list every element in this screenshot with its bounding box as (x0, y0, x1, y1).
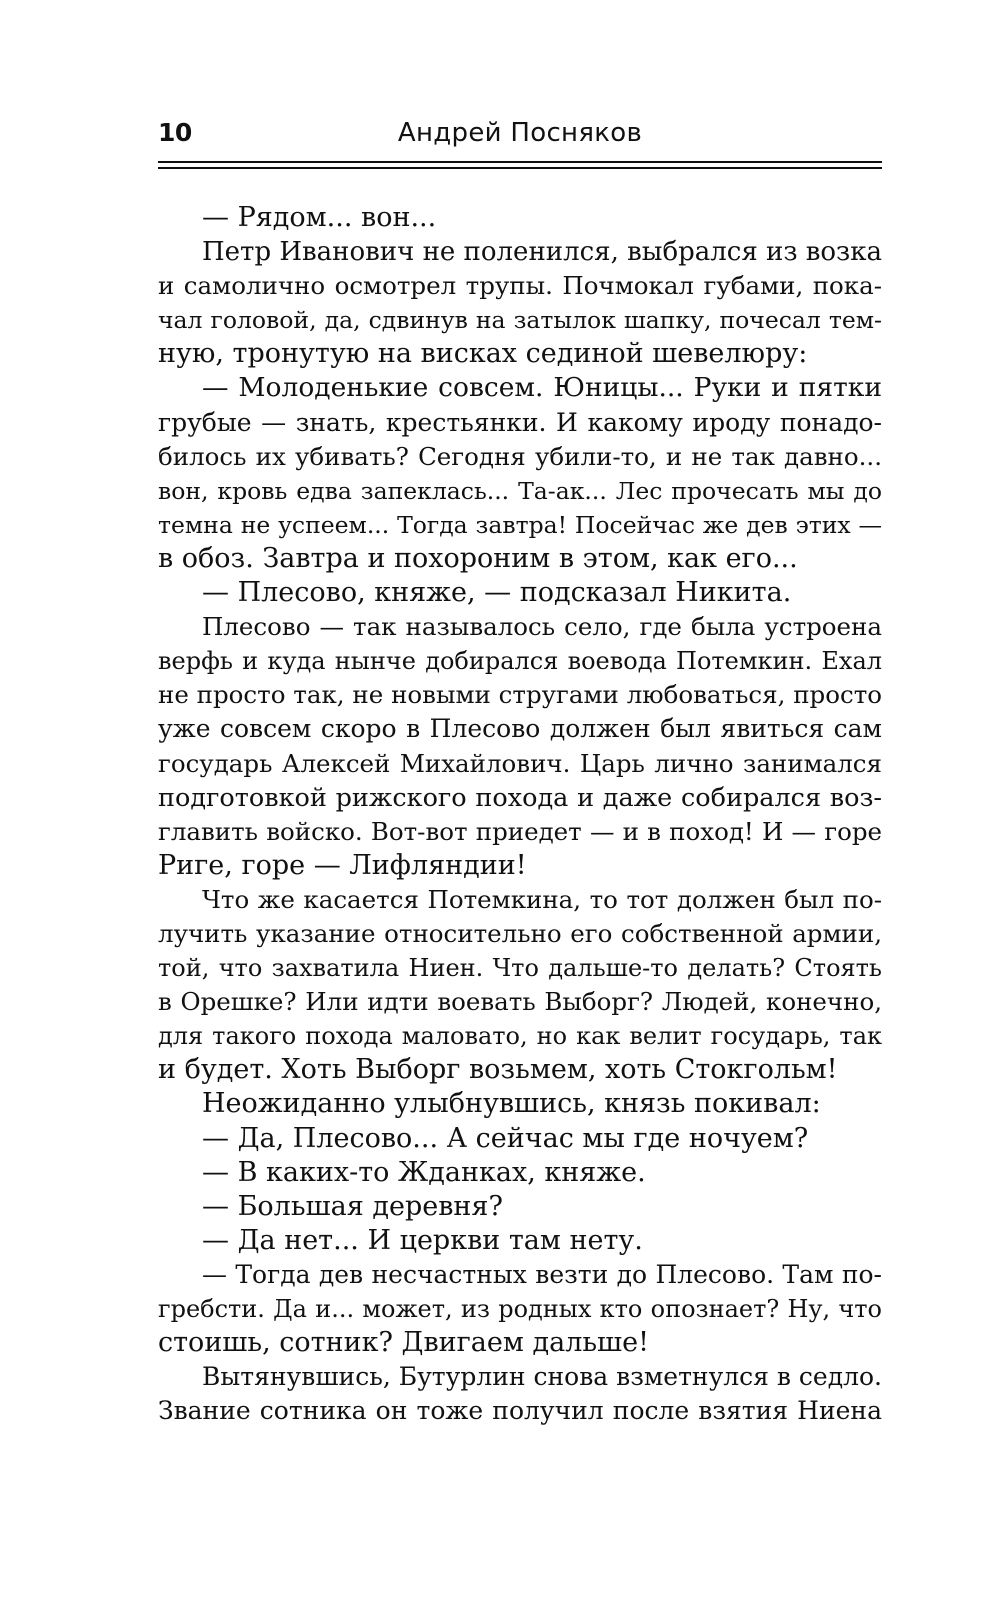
text-line: той, что захватила Ниен. Что дальше-то делать? Стоять (158, 954, 882, 983)
text-line: — Плесово, княже, — подсказал Никита. (202, 577, 792, 609)
text-line: лучить указание относительно его собственной армии, (158, 918, 882, 948)
text-line: чал головой, да, сдвинув на затылок шапку, почесал тем- (158, 306, 882, 335)
text-line: для такого похода маловато, но как велит государь, так (158, 1022, 882, 1051)
text-line: темна не успеем... Тогда завтра! Посейчас же дев этих — (158, 510, 882, 539)
text-line: уже совсем скоро в Плесово должен был явиться сам (158, 714, 882, 744)
text-line: стоишь, сотник? Двигаем дальше! (158, 1327, 649, 1359)
text-line: государь Алексей Михайлович. Царь лично занимался (158, 748, 882, 778)
text-line: — Большая деревня? (202, 1190, 503, 1222)
text-line: и самолично осмотрел трупы. Почмокал губами, пока- (158, 271, 882, 301)
header-rule-bottom (158, 167, 882, 169)
text-line: — Рядом... вон... (202, 202, 437, 233)
text-line: Звание сотника он тоже получил после взятия Ниена (158, 1396, 882, 1426)
text-line: Неожиданно улыбнувшись, князь покивал: (202, 1088, 821, 1120)
header-rule-top (158, 161, 882, 163)
text-line: главить войско. Вот-вот приедет — и в поход! И — горе (158, 816, 882, 846)
text-line: — Тогда дев несчастных везти до Плесово. Там по- (202, 1259, 882, 1289)
page-number: 10 (158, 118, 192, 147)
text-line: не просто так, не новыми стругами любоваться, просто (158, 680, 882, 710)
text-line: — Молоденькие совсем. Юницы... Руки и пятки (202, 372, 882, 404)
text-line: в обоз. Завтра и похороним в этом, как его... (158, 542, 798, 574)
text-line: — Да, Плесово... А сейчас мы где ночуем? (202, 1122, 809, 1154)
text-line: — Да нет... И церкви там нету. (202, 1224, 643, 1256)
running-head (158, 112, 882, 152)
text-line: — В каких-то Жданках, княже. (202, 1156, 646, 1188)
text-line: ную, тронутую на висках сединой шевелюру: (158, 338, 808, 370)
text-line: Плесово — так называлось село, где была устроена (202, 612, 882, 642)
text-line: грубые — знать, крестьянки. И какому ироду понадо- (158, 407, 882, 437)
text-line: вон, кровь едва запеклась... Та-ак... Лес прочесать мы до (158, 476, 882, 505)
text-line: Вытянувшись, Бутурлин снова взметнулся в седло. (202, 1362, 882, 1392)
text-line: билось их убивать? Сегодня убили-то, и не так давно... (158, 441, 882, 471)
text-line: гребсти. Да и... может, из родных кто опознает? Ну, что (158, 1295, 882, 1323)
text-line: подготовкой рижского похода и даже собирался воз- (158, 782, 882, 813)
running-head-author: Андрей Посняков (397, 118, 643, 148)
text-line: Риге, горе — Лифляндии! (158, 849, 527, 881)
text-line: Петр Иванович не поленился, выбрался из возка (202, 237, 882, 268)
text-line: и будет. Хоть Выборг возьмем, хоть Стокгольм! (158, 1054, 838, 1086)
body-text (158, 201, 882, 1428)
text-line: Что же касается Потемкина, то тот должен был по- (202, 884, 882, 914)
text-line: верфь и куда нынче добирался воевода Потемкин. Ехал (158, 647, 882, 676)
text-line: в Орешке? Или идти воевать Выборг? Людей, конечно, (158, 987, 882, 1017)
